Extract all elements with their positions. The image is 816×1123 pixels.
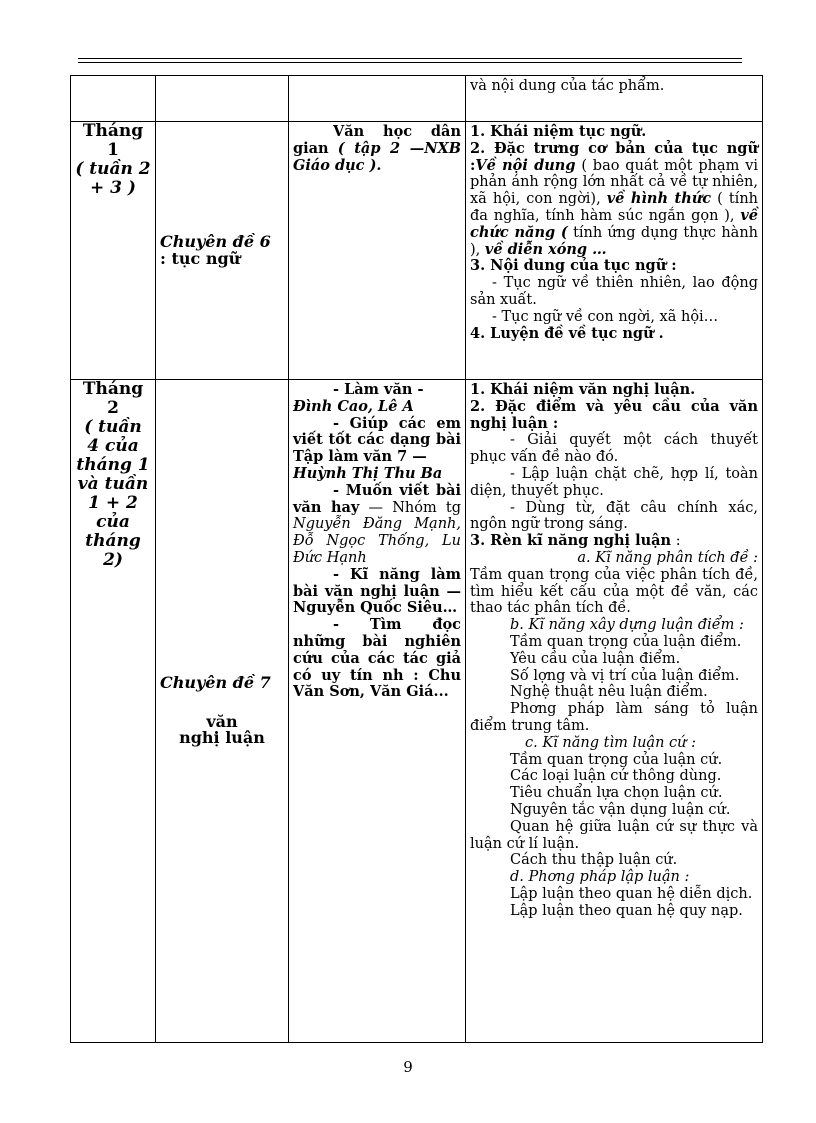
content-text: Tầm quan trọng của luận điểm. — [510, 633, 742, 650]
content-text: Tầm quan trọng của luận cứ. — [510, 751, 723, 768]
topic-title: Chuyên đề 7 — [160, 672, 271, 692]
content-text: tính ứng dụng thực hành ), — [470, 224, 758, 258]
content-text: ( bao quát một phạm vi phản ánh rộng lớn nhất cả về tự nhiên, xã hội, con ngời), — [470, 157, 759, 208]
content-text: Lập luận theo quan hệ diễn dịch. — [510, 885, 753, 902]
content-emphasis: Về nội dung — [475, 156, 576, 174]
week-label: 1 + 2 — [88, 493, 138, 513]
content-text: Cách thu thập luận cứ. — [510, 852, 678, 869]
content-bullet: - Giải quyết một cách thuyết phục vấn đề nào đó. — [470, 432, 758, 466]
week-label: và tuần — [77, 474, 149, 494]
month-cell — [71, 76, 156, 122]
material-author: Đình Cao, Lê A — [293, 397, 414, 415]
week-label: ( tuần 2 — [75, 159, 151, 179]
content-heading: 4. Luyện đề về tục ngữ . — [470, 324, 664, 342]
material-cell — [289, 76, 466, 122]
content-bullet: - Dùng từ, đặt câu chính xác, ngôn ngữ trong sáng. — [470, 499, 758, 533]
content-heading: 1. Khái niệm văn nghị luận. — [470, 381, 696, 398]
topic-name: nghị luận — [179, 728, 265, 748]
content-text: và nội dung của tác phẩm. — [470, 78, 665, 94]
content-cell — [466, 122, 763, 380]
content-text: : — [675, 533, 681, 550]
content-text: Nguyên tắc vận dụng luận cứ. — [510, 801, 731, 818]
content-text: ( tính đa nghĩa, tính hàm súc ngắn gọn ), — [470, 191, 758, 224]
week-label: 4 của — [87, 436, 139, 456]
content-subheading: d. Phơng pháp lập luận : — [510, 869, 690, 886]
content-subheading: b. Kĩ năng xây dựng luận điểm : — [510, 617, 744, 634]
content-text: Nghệ thuật nêu luận điểm. — [510, 684, 708, 701]
month-number: 1 — [107, 140, 119, 160]
content-paragraph — [470, 141, 758, 259]
month-cell — [71, 380, 156, 1043]
content-emphasis: về hình thức — [606, 190, 712, 208]
content-bullet: - Tục ngữ về thiên nhiên, lao động sản xuất. — [470, 275, 758, 308]
month-cell — [71, 122, 156, 380]
header-rule-bottom — [78, 62, 742, 63]
topic-name: văn — [206, 711, 238, 731]
topic-cell — [156, 76, 289, 122]
week-label: ( tuần — [84, 417, 142, 437]
material-title: Văn học dân gian — [293, 123, 461, 157]
content-bullet: - Lập luận chặt chẽ, hợp lí, toàn diện, thuyết phục. — [470, 465, 758, 499]
table-row — [71, 380, 763, 1043]
content-emphasis: về chức năng ( — [470, 206, 758, 241]
week-label: tháng — [85, 531, 141, 551]
content-heading: 1. Khái niệm tục ngữ. — [470, 123, 647, 140]
month-number: 2 — [107, 398, 119, 418]
content-cell — [466, 76, 763, 122]
topic-name: : tục ngữ — [160, 248, 241, 268]
table-row — [71, 76, 763, 122]
content-cell — [466, 380, 763, 1043]
material-author: Nguyễn Đăng Mạnh, Đỗ Ngọc Thống, Lu Đức Hạnh — [293, 516, 461, 566]
week-label: + 3 ) — [90, 178, 136, 198]
content-text: Quan hệ giữa luận cứ sự thực và luận cứ lí luận. — [470, 818, 758, 852]
content-text: Tầm quan trọng của việc phân tích đề, tìm hiểu kết cấu của một đề văn, các thao tác phân tích đề. — [470, 566, 758, 617]
material-item — [293, 483, 461, 567]
material-item: - Giúp các em viết tốt các dạng bài Tập làm văn 7 — — [293, 414, 461, 466]
table-row — [71, 122, 763, 380]
header-rule-top — [78, 58, 742, 59]
content-subheading: c. Kĩ năng tìm luận cứ : — [525, 734, 696, 751]
content-subheading: a. Kĩ năng phân tích đề : — [577, 549, 758, 566]
content-text: Phơng pháp làm sáng tỏ luận điểm trung tâm. — [470, 701, 758, 734]
content-bullet: - Tục ngữ về con ngời, xã hội… — [492, 308, 719, 325]
month-label: Tháng — [82, 121, 144, 141]
material-item: - Tìm đọc những bài nghiên cứu của các tác giả có uy tín nh : Chu Văn Sơn, Văn Giá... — [293, 616, 461, 701]
content-heading: 2. Đặc điểm và yêu cầu của văn nghị luận : — [470, 397, 758, 432]
content-heading: 2. Đặc trưng cơ bản của tục ngữ : — [470, 139, 758, 174]
topic-cell — [156, 122, 289, 380]
content-emphasis: về diễn xóng … — [484, 240, 607, 258]
material-item: - Kĩ năng làm bài văn nghị luận — Nguyễn Quốc Siêu… — [293, 565, 461, 617]
content-text: Yêu cầu của luận điểm. — [510, 650, 681, 667]
material-author: Huỳnh Thị Thu Ba — [293, 464, 443, 482]
page-number: 9 — [403, 1058, 413, 1076]
content-heading: 3. Rèn kĩ năng nghị luận — [470, 532, 672, 550]
material-item — [293, 124, 461, 174]
content-heading-line — [470, 533, 758, 550]
material-text: — Nhóm tg — [368, 499, 461, 516]
content-heading: 3. Nội dung của tục ngữ : — [470, 257, 677, 275]
material-cell — [289, 380, 466, 1043]
week-label: tháng 1 — [76, 455, 150, 475]
content-text: Tiêu chuẩn lựa chọn luận cứ. — [510, 785, 723, 802]
topic-title: Chuyên đề 6 — [160, 231, 271, 251]
topic-cell — [156, 380, 289, 1043]
material-cell — [289, 122, 466, 380]
content-text: Các loại luận cứ thông dùng. — [510, 768, 722, 785]
content-text: Số lợng và vị trí của luận điểm. — [510, 667, 740, 684]
week-label: của — [96, 512, 130, 532]
material-title: - Muốn viết bài văn hay — [293, 481, 461, 516]
material-item: - Làm văn - — [333, 381, 424, 398]
week-label: 2) — [103, 550, 123, 570]
material-publisher: ( tập 2 —NXB Giáo dục ). — [293, 139, 462, 174]
month-label: Tháng — [82, 379, 144, 399]
content-text: Lập luận theo quan hệ quy nạp. — [510, 902, 743, 919]
curriculum-table — [70, 75, 763, 1043]
